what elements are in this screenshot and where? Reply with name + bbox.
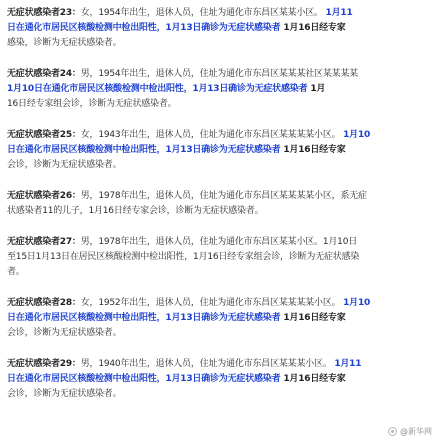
case-line [7, 372, 433, 387]
case-line [7, 82, 433, 97]
case-text-tail: 1月16日经专家 [283, 145, 346, 155]
watermark-text: @新华网 [400, 427, 432, 436]
case-text: 日在通化市居民区核酸检测中检出阳性，1月13日确诊为无症状感染者 [7, 313, 281, 323]
case-date: 1月10 [343, 130, 371, 140]
case-line [7, 128, 433, 143]
case-date: 1月10 [343, 298, 371, 308]
case-line [7, 67, 433, 82]
case-line [7, 296, 433, 311]
case-line [7, 36, 433, 51]
case-line [7, 387, 433, 402]
case-entry-29 [7, 357, 433, 402]
case-text-tail: 1月16日经专家 [283, 374, 346, 384]
case-line [7, 189, 433, 204]
case-line [7, 204, 433, 219]
case-text: 至15日1月13日在居民区核酸检测中检出阳性，1月16日经专家组会诊，诊断为无症状感染 [7, 252, 360, 262]
case-text: 会诊，诊断为无症状感染者。 [7, 389, 122, 399]
case-line [7, 158, 433, 173]
case-text: 男，1978年出生，退休人员，住址为通化市东昌区某某小区。1月10日 [80, 237, 358, 247]
case-label: 无症状感染者28： [7, 298, 81, 308]
case-label: 无症状感染者26： [7, 191, 81, 201]
case-line [7, 326, 433, 341]
case-text: 会诊，诊断为无症状感染者。 [7, 328, 122, 338]
case-text: 女，1952年出生，退休人员，住址为通化市东昌区某某某某小区。 [80, 298, 341, 308]
case-text: 男，1978年出生，退休人员，住址为通化市东昌区某某某某小区，系无症 [80, 191, 367, 201]
watermark [388, 426, 432, 437]
case-text: 1月10日在通化市居民区核酸检测中检出阳性，1月13日确诊为无症状感染者 [7, 84, 308, 94]
case-text: 16日经专家组会诊，诊断为无症状感染者。 [7, 99, 177, 109]
case-text: 女，1954年出生，退休人员，住址为通化市东昌区某某小区。 [80, 8, 323, 18]
case-line [7, 6, 433, 21]
case-text: 日在通化市居民区核酸检测中检出阳性，1月13日确诊为无症状感染者 [7, 145, 281, 155]
case-date: 1月11 [325, 8, 353, 18]
case-line [7, 357, 433, 372]
case-entry-24 [7, 67, 433, 112]
case-text: 会诊，诊断为无症状感染者。 [7, 160, 122, 170]
case-text-tail: 1月 [310, 84, 326, 94]
case-entry-27 [7, 235, 433, 280]
case-label: 无症状感染者23： [7, 8, 81, 18]
case-text: 日在通化市居民区核酸检测中检出阳性，1月13日确诊为无症状感染者 [7, 23, 281, 33]
case-date: 1月11 [334, 359, 362, 369]
case-line [7, 311, 433, 326]
case-line [7, 265, 433, 280]
case-text-tail: 1月16日经专家 [283, 313, 346, 323]
case-text: 男，1940年出生，退休人员，住址为通化市东昌区某某某小区。 [80, 359, 332, 369]
case-text: 者。 [7, 267, 25, 277]
case-entry-23 [7, 6, 433, 51]
case-line [7, 250, 433, 265]
case-line [7, 97, 433, 112]
case-text-tail: 1月16日经专家 [283, 23, 346, 33]
case-entry-26 [7, 189, 433, 219]
weibo-logo-icon [388, 427, 397, 436]
case-text: 男，1954年出生，退休人员，住址为通化市东昌区某某某社区某某某某 [80, 69, 359, 79]
case-entry-28 [7, 296, 433, 341]
case-text: 感染，诊断为无症状感染者。 [7, 38, 122, 48]
case-line [7, 143, 433, 158]
case-text: 日在通化市居民区核酸检测中检出阳性，1月13日确诊为无症状感染者 [7, 374, 281, 384]
case-line [7, 21, 433, 36]
case-label: 无症状感染者29： [7, 359, 81, 369]
case-text: 状感染者11的儿子，1月16日经专家会诊，诊断为无症状感染者。 [7, 206, 264, 216]
case-line [7, 235, 433, 250]
case-text: 女，1943年出生，退休人员，住址为通化市东昌区某某某某小区。 [80, 130, 341, 140]
case-entry-25 [7, 128, 433, 173]
case-label: 无症状感染者27： [7, 237, 81, 247]
case-label: 无症状感染者24： [7, 69, 81, 79]
case-label: 无症状感染者25： [7, 130, 81, 140]
